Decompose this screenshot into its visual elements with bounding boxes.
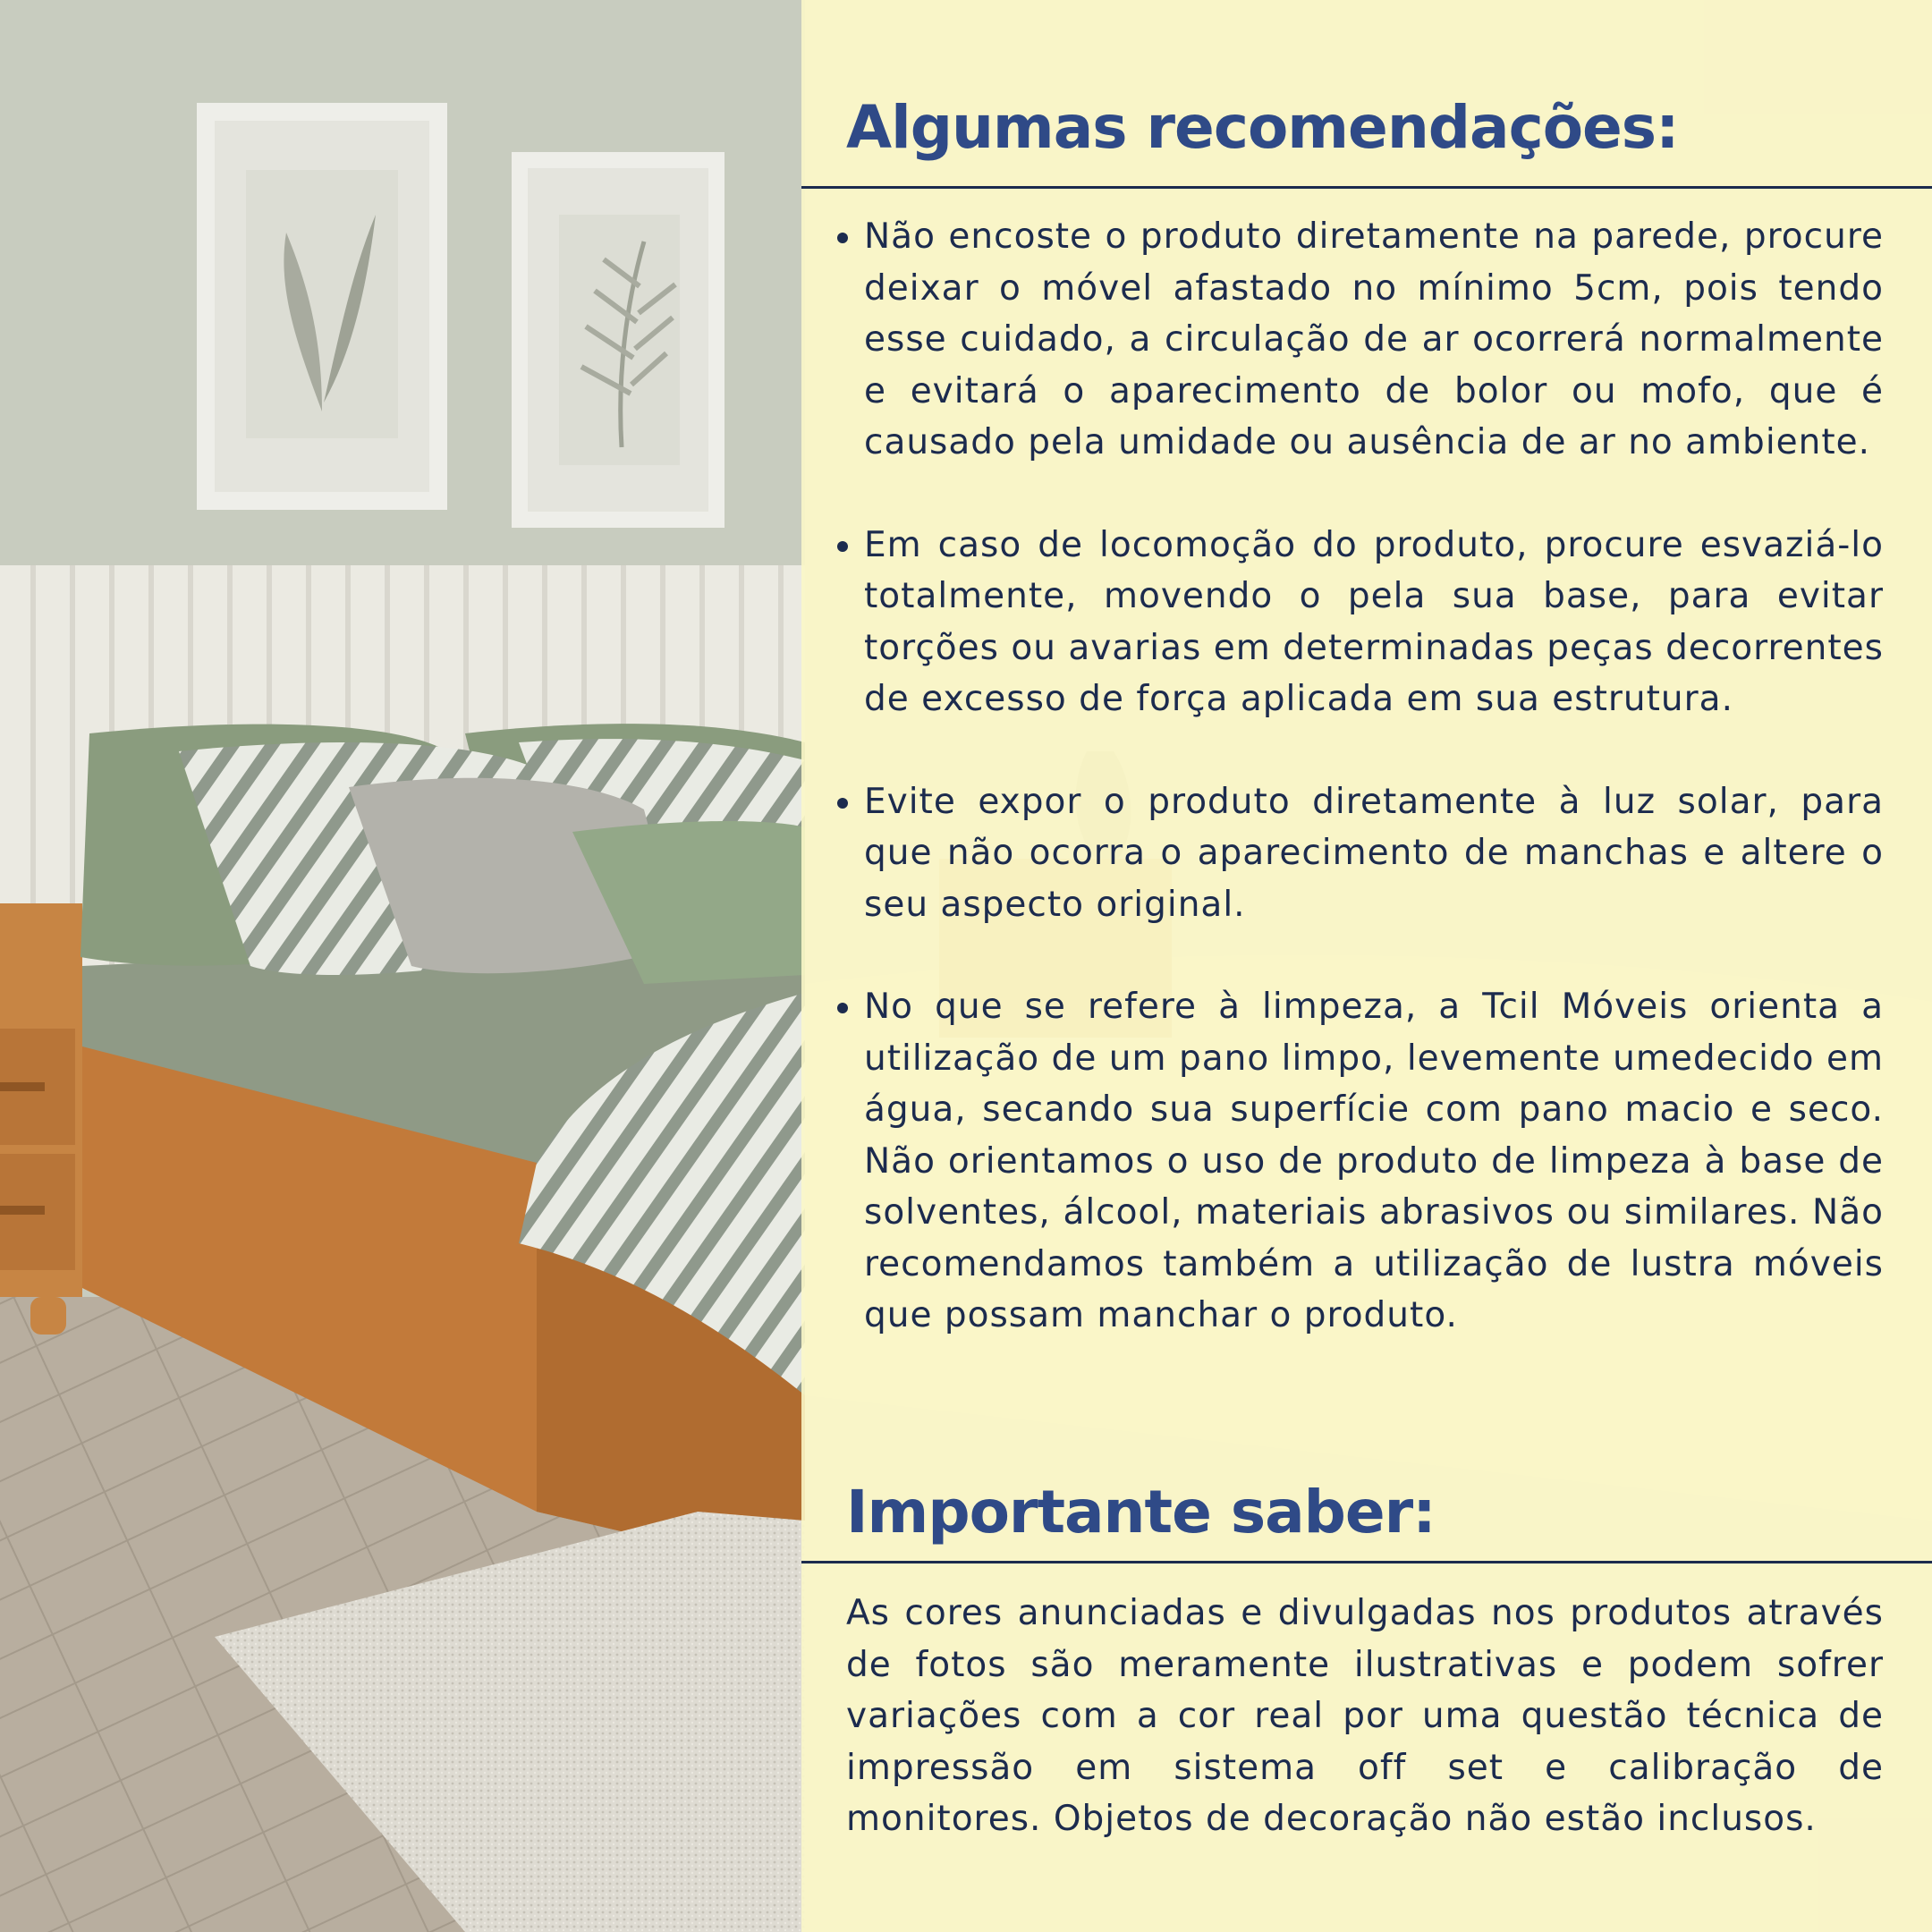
nightstand [0,903,82,1335]
bullet-icon [837,1003,848,1013]
bullet-icon [837,541,848,552]
bullet-icon [837,233,848,243]
picture-frame-right [512,152,724,528]
text-panel [801,0,1932,1932]
picture-frame-left [197,103,447,510]
list-item-text: Evite expor o produto diretamente à luz solar, para que não ocorra o aparecimento de manchas e altere o seu aspecto original. [864,781,1884,925]
important-text: As cores anunciadas e divulgadas nos produtos através de fotos são meramente ilustrativas e podem sofrer variações com a cor real por uma questão técnica de impressão em sistema off set e calibração de monitores. Objetos de decoração não estão inclusos. [846,1593,1884,1839]
divider-line [801,186,1932,189]
important-title: Importante saber: [846,1478,1436,1546]
list-item [837,776,1884,931]
recommendations-list [837,211,1884,1393]
list-item [837,981,1884,1342]
divider-line [801,1561,1932,1563]
bullet-icon [837,798,848,809]
list-item-text: Em caso de locomoção do produto, procure esvaziá-lo totalmente, movendo o pela sua base, para evitar torções ou avarias em determinadas peças decorrentes de excesso de força aplicada em sua estrutura. [864,524,1884,719]
recommendations-title: Algumas recomendações: [846,93,1679,162]
list-item [837,520,1884,725]
list-item-text: Não encoste o produto diretamente na parede, procure deixar o móvel afastado no mínimo 5cm, pois tendo esse cuidado, a circulação de ar ocorrerá normalmente e evitará o aparecimento de bolor ou mofo, que é causado pela umidade ou ausência de ar no ambiente. [864,216,1884,462]
list-item [837,211,1884,469]
list-item-text: No que se refere à limpeza, a Tcil Móveis orienta a utilização de um pano limpo, levemente umedecido em água, secando sua superfície com pano macio e seco. Não orientamos o uso de produto de limpeza à base de solventes, álcool, materiais abrasivos ou similares. Não recomendamos também a utilização de lustra móveis que possam manchar o produto. [864,987,1884,1335]
